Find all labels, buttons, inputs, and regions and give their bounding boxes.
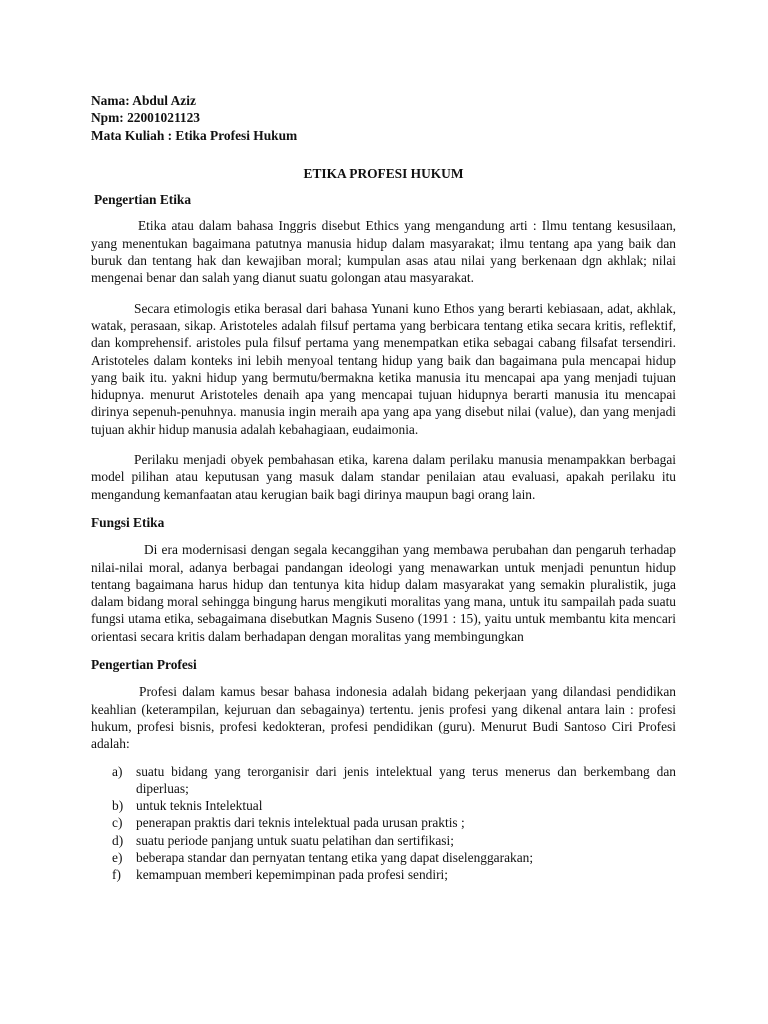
list-item bbox=[91, 797, 676, 814]
list-text: kemampuan memberi kepemimpinan pada profesi sendiri; bbox=[136, 867, 448, 883]
heading-fungsi-etika: Fungsi Etika bbox=[91, 514, 165, 530]
list-marker: a) bbox=[112, 763, 123, 779]
list-marker: d) bbox=[112, 832, 124, 848]
paragraph-fungsi-1: Di era modernisasi dengan segala kecanggihan yang membawa perubahan dan pengaruh terhadap nilai-nilai moral, adanya berbagai pandangan ideologi yang menawarkan untuk menjadi penuntun hidup tentang bagaimana harus hidup dan tentunya kita hidup dalam masyarakat yang semakin pluralistik, juga dalam bidang moral sehingga bingung harus mengikuti moralitas yang mana, untuk itu sampailah pada suatu fungsi utama etika, sebagaimana disebutkan Magnis Suseno (1991 : 15), yaitu untuk membantu kita mencari orientasi secara kritis dalam berhadapan dengan moralitas yang membingungkan bbox=[91, 542, 676, 644]
list-marker: e) bbox=[112, 849, 123, 865]
list-item bbox=[91, 849, 676, 866]
list-marker: b) bbox=[112, 798, 124, 814]
heading-pengertian-profesi: Pengertian Profesi bbox=[91, 657, 197, 673]
list-text: suatu periode panjang untuk suatu pelatihan dan sertifikasi; bbox=[136, 832, 454, 848]
list-text: beberapa standar dan pernyatan tentang etika yang dapat diselenggarakan; bbox=[136, 849, 534, 865]
list-item bbox=[91, 866, 676, 883]
list-text: suatu bidang yang terorganisir dari jenis intelektual yang terus menerus dan berkembang dan diperluas; bbox=[136, 763, 676, 796]
list-item bbox=[91, 763, 676, 798]
list-marker: f) bbox=[112, 867, 121, 883]
heading-pengertian-etika: Pengertian Etika bbox=[94, 192, 192, 208]
list-item bbox=[91, 814, 676, 831]
paragraph-etika-1: Etika atau dalam bahasa Inggris disebut Ethics yang mengandung arti : Ilmu tentang kesusilaan, yang menentukan bagaimana patutnya manusia hidup dalam masyarakat; ilmu tentang apa yang baik dan buruk dan tentang hak dan kewajiban moral; kumpulan asas atau nilai yang berkenaan dgn akhlak; nilai mengenai benar dan salah yang dianut suatu golongan atau masyarakat. bbox=[91, 218, 676, 286]
student-npm: Npm: 22001021123 bbox=[91, 110, 200, 126]
course-name: Mata Kuliah : Etika Profesi Hukum bbox=[91, 127, 298, 143]
ciri-profesi-list bbox=[91, 763, 676, 884]
paragraph-profesi-1: Profesi dalam kamus besar bahasa indonesia adalah bidang pekerjaan yang dilandasi pendidikan keahlian (keterampilan, kejuruan dan sebagainya) tertentu. jenis profesi yang dikenal antara lain : profesi hukum, profesi bisnis, profesi kedokteran, profesi pendidikan (guru). Menurut Budi Santoso Ciri Profesi adalah: bbox=[91, 684, 676, 752]
list-item bbox=[91, 832, 676, 849]
student-header bbox=[91, 92, 676, 144]
list-marker: c) bbox=[112, 815, 123, 831]
list-text: penerapan praktis dari teknis intelektual pada urusan praktis ; bbox=[136, 815, 465, 831]
paragraph-etika-3: Perilaku menjadi obyek pembahasan etika, karena dalam perilaku manusia menampakkan berbagai model pilihan atau keputusan yang masuk dalam standar penilaian atau evaluasi, apakah perilaku itu mengandung kemanfaatan atau kerugian baik bagi dirinya maupun bagi orang lain. bbox=[91, 452, 676, 502]
list-text: untuk teknis Intelektual bbox=[136, 798, 263, 814]
student-name: Nama: Abdul Aziz bbox=[91, 93, 196, 108]
paragraph-etika-2: Secara etimologis etika berasal dari bahasa Yunani kuno Ethos yang berarti kebiasaan, adat, akhlak, watak, perasaan, sikap. Aristoteles adalah filsuf pertama yang berbicara tentang etika secara kritis, reflektif, dan komprehensif. aristoles pula filsuf pertama yang menempatkan etika sebagai cabang filsafat tersendiri. Aristoteles dalam konteks ini lebih menyoal tentang hidup yang baik dan bagaimana pula mencapai hidup yang baik itu. yakni hidup yang bermutu/bermakna ketika manusia itu mencapai apa yang menjadi tujuan hidupnya. menurut Aristoteles denaih apa yang mencapai tujuan hidupnya berarti manusia itu mencapai dirinya sepenuh-penuhnya. manusia ingin meraih apa yang apa yang disebut nilai (value), dan yang menjadi tujuan akhir hidup manusia adalah kebahagiaan, eudaimonia. bbox=[91, 300, 676, 437]
document-title: ETIKA PROFESI HUKUM bbox=[303, 165, 464, 181]
